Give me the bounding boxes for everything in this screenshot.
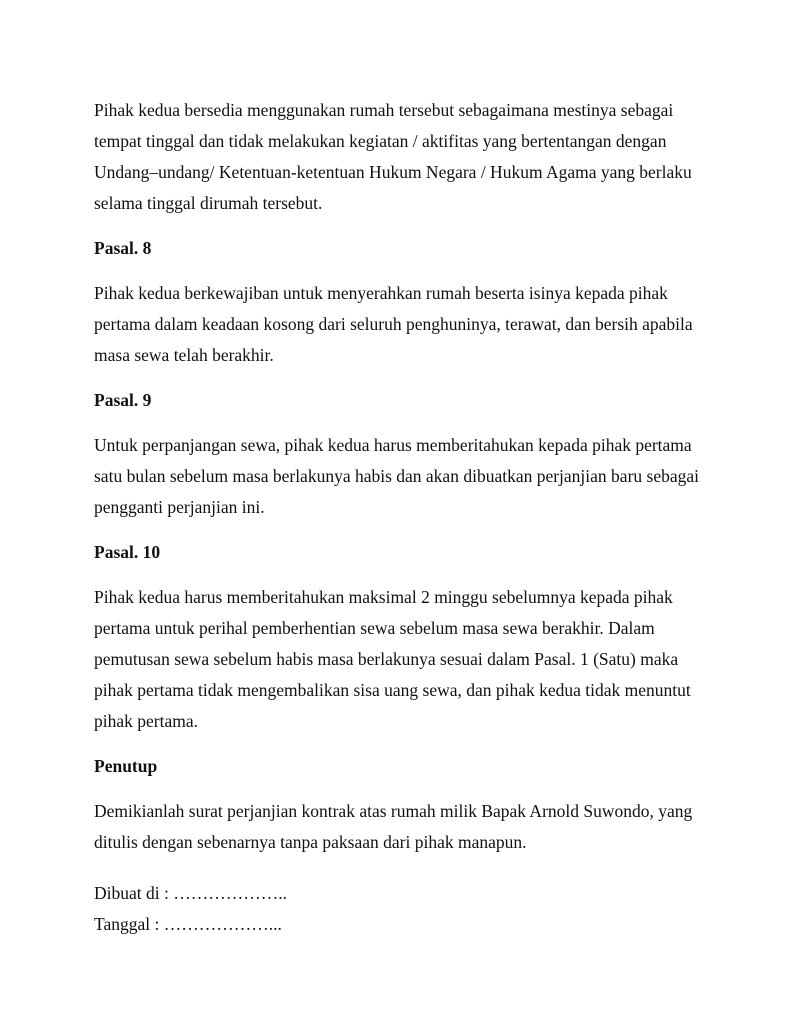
signature-place-date-block [94,878,708,940]
section-body-pasal-8: Pihak kedua berkewajiban untuk menyerahkan rumah beserta isinya kepada pihak pertama dalam keadaan kosong dari seluruh penghuninya, terawat, dan bersih apabila masa sewa telah berakhir. [94,283,693,365]
section-heading-penutup: Penutup [94,756,158,776]
section-heading-pasal-8: Pasal. 8 [94,238,152,258]
section-body-pasal-10: Pihak kedua harus memberitahukan maksimal 2 minggu sebelumnya kepada pihak pertama untuk perihal pemberhentian sewa sebelum masa sewa berakhir. Dalam pemutusan sewa sebelum habis masa berlakunya sesuai dalam Pasal. 1 (Satu) maka pihak pertama tidak mengembalikan sisa uang sewa, dan pihak kedua tidak menuntut pihak pertama. [94,587,691,731]
dibuat-di-line: Dibuat di : ……………….. [94,883,287,903]
section-body-penutup: Demikianlah surat perjanjian kontrak atas rumah milik Bapak Arnold Suwondo, yang ditulis dengan sebenarnya tanpa paksaan dari pihak manapun. [94,801,693,852]
section-heading-pasal-10: Pasal. 10 [94,542,161,562]
intro-paragraph: Pihak kedua bersedia menggunakan rumah tersebut sebagaimana mestinya sebagai tempat tinggal dan tidak melakukan kegiatan / aktifitas yang bertentangan dengan Undang–undang/ Ketentuan-ketentuan Hukum Negara / Hukum Agama yang berlaku selama tinggal dirumah tersebut. [94,100,692,213]
section-body-pasal-9: Untuk perpanjangan sewa, pihak kedua harus memberitahukan kepada pihak pertama satu bulan sebelum masa berlakunya habis dan akan dibuatkan perjanjian baru sebagai pengganti perjanjian ini. [94,435,699,517]
section-heading-pasal-9: Pasal. 9 [94,390,152,410]
tanggal-line: Tanggal : ………………... [94,914,282,934]
